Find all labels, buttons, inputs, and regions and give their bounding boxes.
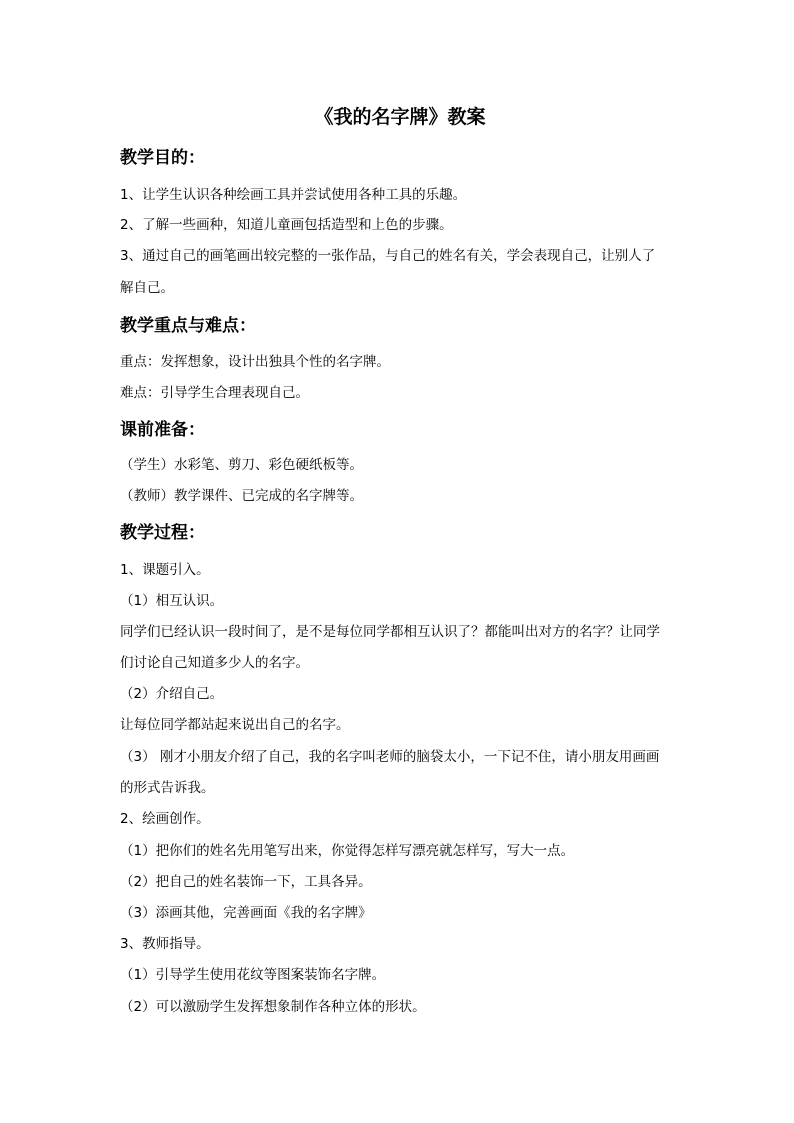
process-line: 同学们已经认识一段时间了，是不是每位同学都相互认识了？都能叫出对方的名字？让同学: [120, 624, 660, 640]
process-line: 3、教师指导。: [120, 936, 210, 952]
section-heading-process: 教学过程：: [120, 523, 205, 543]
key-point-line: 难点：引导学生合理表现自己。: [120, 385, 309, 401]
process-line: （2）可以激励学生发挥想象制作各种立体的形状。: [120, 999, 426, 1015]
process-line: （1）把你们的姓名先用笔写出来，你觉得怎样写漂亮就怎样写，写大一点。: [120, 843, 575, 859]
objective-line: 2、了解一些画种，知道儿童画包括造型和上色的步骤。: [120, 217, 453, 233]
process-line: 让每位同学都站起来说出自己的名字。: [120, 717, 350, 733]
process-line: 2、绘画创作。: [120, 811, 210, 827]
preparation-line: （学生）水彩笔、剪刀、彩色硬纸板等。: [120, 457, 363, 473]
section-heading-key-points: 教学重点与难点：: [120, 316, 256, 336]
process-line: 们讨论自己知道多少人的名字。: [120, 655, 309, 671]
objective-line: 解自己。: [120, 280, 174, 296]
process-line: （1）相互认识。: [120, 593, 224, 609]
process-line: （3）添画其他，完善画面《我的名字牌》: [120, 905, 372, 921]
process-line: （3） 刚才小朋友介绍了自己，我的名字叫老师的脑袋太小，一下记不住，请小朋友用画画: [120, 749, 660, 765]
process-line: 的形式告诉我。: [120, 780, 215, 796]
preparation-line: （教师）教学课件、已完成的名字牌等。: [120, 488, 363, 504]
process-line: 1、课题引入。: [120, 562, 210, 578]
objective-line: 3、通过自己的画笔画出较完整的一张作品，与自己的姓名有关，学会表现自己，让别人了: [120, 248, 656, 264]
process-line: （2）把自己的姓名装饰一下，工具各异。: [120, 874, 372, 890]
key-point-line: 重点：发挥想象，设计出独具个性的名字牌。: [120, 354, 390, 370]
document-title: 《我的名字牌》教案: [314, 106, 486, 128]
objective-line: 1、让学生认识各种绘画工具并尝试使用各种工具的乐趣。: [120, 187, 467, 203]
section-heading-preparation: 课前准备：: [120, 420, 205, 440]
process-line: （1）引导学生使用花纹等图案装饰名字牌。: [120, 967, 386, 983]
section-heading-objectives: 教学目的：: [120, 148, 205, 168]
process-line: （2）介绍自己。: [120, 686, 224, 702]
